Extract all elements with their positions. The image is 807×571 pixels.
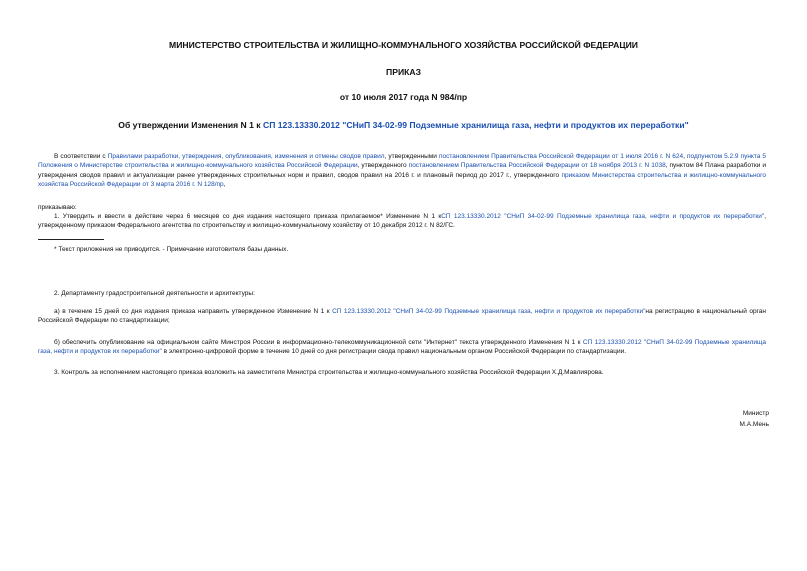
item-1-text-1: 1. Утвердить и ввести в действие через 6 месяцев со дня издания настоящего приказа прилагаемое* Изменение N 1 к bbox=[54, 213, 442, 220]
document-type: ПРИКАЗ bbox=[386, 67, 421, 77]
preamble-paragraph bbox=[38, 152, 766, 190]
preamble-link-order-128[interactable]: приказом Министерства строительства и жилищно-коммунального хозяйства Российской Федерации от 3 марта 2016 г. N 128/пр bbox=[38, 171, 767, 189]
footnote: * Текст приложения не приводится. - Примечание изготовителя базы данных. bbox=[54, 246, 289, 253]
document-date-number: от 10 июля 2017 года N 984/пр bbox=[339, 92, 468, 102]
item-1-link[interactable]: СП 123.13330.2012 "СНиП 34-02-99 Подземные хранилища газа, нефти и продуктов их переработки" bbox=[441, 213, 765, 220]
title-prefix: Об утверждении Изменения N 1 к bbox=[118, 120, 263, 130]
item-2: 2. Департаменту градостроительной деятельности и архитектуры: bbox=[54, 290, 255, 297]
preamble-link-resolution-624[interactable]: постановлением Правительства Российской Федерации от 1 июля 2016 г. N 624 bbox=[438, 153, 684, 160]
title-link[interactable]: СП 123.13330.2012 "СНиП 34-02-99 Подземные хранилища газа, нефти и продуктов их переработки" bbox=[262, 120, 689, 130]
item-3: 3. Контроль за исполнением настоящего приказа возложить на заместителя Министра строительства и жилищно-коммунального хозяйства Российской Федерации Х.Д.Мавлиярова. bbox=[54, 369, 604, 376]
item-2b-link[interactable]: СП 123.13330.2012 "СНиП 34-02-99 Подземные хранилища газа, нефти и продуктов их переработки" bbox=[38, 339, 767, 356]
preamble-text-4: , утвержденного bbox=[357, 162, 409, 170]
item-2a bbox=[38, 307, 766, 326]
preamble-link-resolution-1038[interactable]: постановлением Правительства Российской Федерации от 18 ноября 2013 г. N 1038 bbox=[408, 162, 666, 170]
item-2b-text-1: б) обеспечить опубликование на официальном сайте Минстроя России в информационно-телекоммуникационной сети "Интернет" текста утвержденного Изменения N 1 к bbox=[54, 339, 583, 346]
preamble-text-1: В соответствии с bbox=[54, 153, 108, 160]
item-2a-link[interactable]: СП 123.13330.2012 "СНиП 34-02-99 Подземные хранилища газа, нефти и продуктов их переработки" bbox=[332, 308, 646, 315]
preamble-text-3: , bbox=[683, 153, 687, 160]
order-word: приказываю: bbox=[38, 204, 77, 211]
item-2a-text-2: на регистрацию в национальный орган Российской Федерации по стандартизации; bbox=[38, 308, 766, 325]
signature-name: М.А.Мень bbox=[739, 421, 769, 428]
preamble-link-regulation[interactable]: подпунктом 5.2.9 пункта 5 Положения о Министерстве строительства и жилищно-коммунального хозяйства Российской Федерации bbox=[38, 153, 767, 170]
document-title bbox=[0, 120, 807, 130]
footnote-divider bbox=[38, 239, 104, 240]
item-1-text-2: , утвержденному приказом Федерального агентства по строительству и жилищно-коммунальному хозяйству от 10 декабря 2012 г. N 82/ГС. bbox=[38, 213, 766, 230]
item-2a-text-1: а) в течение 15 дней со дня издания приказа направить утвержденное Изменение N 1 к bbox=[54, 308, 333, 315]
item-2b-text-2: в электронно-цифровой форме в течение 10 дней со дня регистрации свода правил национальным органом Российской Федерации по стандартизации. bbox=[161, 348, 627, 356]
signature-position: Министр bbox=[742, 410, 769, 417]
item-2b bbox=[38, 338, 766, 357]
preamble-link-rules[interactable]: Правилами разработки, утверждения, опубликования, изменения и отмены сводов правил bbox=[107, 153, 385, 160]
preamble-text-6: , bbox=[223, 181, 226, 189]
ministry-heading: МИНИСТЕРСТВО СТРОИТЕЛЬСТВА И ЖИЛИЩНО-КОММУНАЛЬНОГО ХОЗЯЙСТВА РОССИЙСКОЙ ФЕДЕРАЦИИ bbox=[169, 40, 638, 50]
preamble-text-5: , пунктом 84 Плана разработки и утверждения сводов правил и актуализации ранее утвержденных строительных норм и правил, сводов правил на 2016 г. и плановый период до 2017 г., утвержденного bbox=[38, 162, 767, 179]
item-1 bbox=[38, 212, 766, 231]
preamble-text-2: , утвержденными bbox=[384, 153, 439, 160]
